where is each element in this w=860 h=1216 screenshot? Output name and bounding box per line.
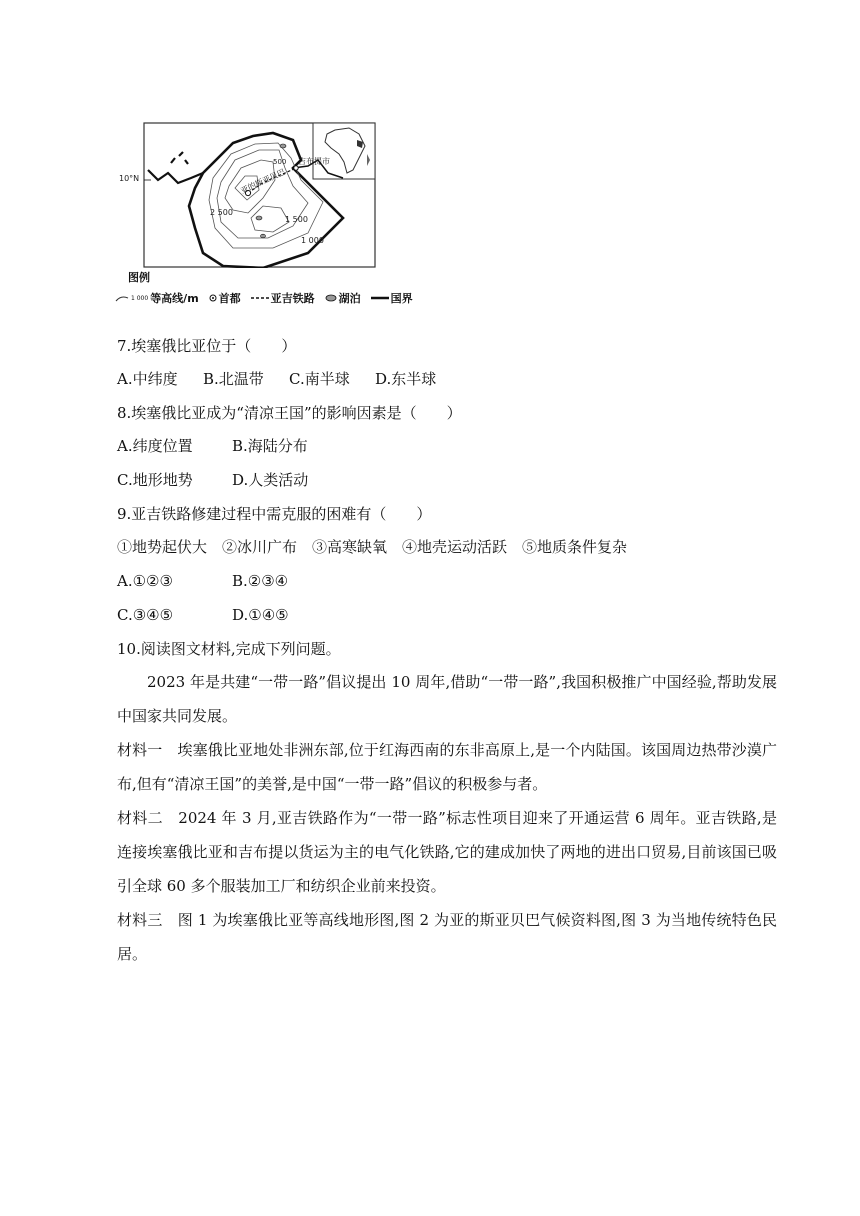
question-9-options-row1	[117, 571, 288, 591]
material-1: 材料一 埃塞俄比亚地处非洲东部,位于红海西南的东非高原上,是一个内陆国。该国周边热带沙漠广布,但有“清凉王国”的美誉,是中国“一带一路”倡议的积极参与者。	[117, 741, 777, 793]
legend-border	[371, 290, 413, 306]
contour-label: 2 500	[210, 208, 233, 217]
legend-lake	[325, 290, 361, 306]
legend-capital-label: 首都	[218, 292, 241, 305]
option-d: D.人类活动	[232, 471, 309, 489]
option-a: A.纬度位置	[117, 437, 193, 455]
contour-label: 1 500	[285, 215, 308, 224]
legend-contour-label: 等高线/m	[150, 292, 199, 305]
contour-symbol-icon	[115, 294, 129, 302]
capital-symbol-icon	[209, 294, 217, 302]
legend-capital	[209, 290, 241, 306]
option-b: B.北温带	[203, 370, 264, 388]
lake-symbol-icon	[325, 294, 337, 302]
question-10-intro: 2023 年是共建“一带一路”倡议提出 10 周年,借助“一带一路”,我国积极推广中国经验,帮助发展中国家共同发展。	[117, 673, 777, 725]
legend-lake-label: 湖泊	[338, 292, 361, 305]
legend-railway	[251, 290, 315, 306]
djibouti-label: 吉布提市	[298, 157, 330, 166]
option-d: D.东半球	[375, 370, 437, 388]
capital-label: 亚的斯亚贝巴	[239, 167, 287, 196]
option-a: A.中纬度	[117, 370, 178, 388]
question-9-options-row2	[117, 605, 289, 625]
legend-contour	[115, 290, 199, 306]
question-9-stem: 9.亚吉铁路修建过程中需克服的困难有（ ）	[117, 505, 432, 523]
railway-symbol-icon	[251, 294, 269, 302]
question-8-options-row1	[117, 436, 308, 456]
option-b: B.海陆分布	[232, 437, 308, 455]
question-7-stem: 7.埃塞俄比亚位于（ ）	[117, 337, 297, 355]
option-b: B.②③④	[232, 572, 289, 590]
question-9-choices: ①地势起伏大 ②冰川广布 ③高寒缺氧 ④地壳运动活跃 ⑤地质条件复杂	[117, 538, 628, 556]
map-graphic	[113, 118, 443, 268]
question-8-stem: 8.埃塞俄比亚成为“清凉王国”的影响因素是（ ）	[117, 404, 462, 422]
option-d: D.①④⑤	[232, 606, 289, 624]
border-symbol-icon	[371, 294, 389, 302]
question-8-options-row2	[117, 470, 308, 490]
material-2: 材料二 2024 年 3 月,亚吉铁路作为“一带一路”标志性项目迎来了开通运营 6 周年。亚吉铁路,是连接埃塞俄比亚和吉布提以货运为主的电气化铁路,它的建成加快了两地的进出口贸易,目前该国已吸引全球 60 多个服装加工厂和纺织企业前来投资。	[117, 809, 777, 895]
map-legend	[115, 290, 413, 306]
legend-railway-label: 亚吉铁路	[270, 292, 315, 305]
option-a: A.①②③	[117, 572, 173, 590]
option-c: C.南半球	[289, 370, 350, 388]
legend-border-label: 国界	[390, 292, 413, 305]
latitude-label: 10°N	[119, 174, 140, 183]
option-c: C.地形地势	[117, 471, 193, 489]
question-7-options	[117, 369, 436, 389]
ethiopia-contour-map	[113, 118, 443, 313]
contour-label: 1 000	[301, 236, 324, 245]
legend-title: 图例	[128, 271, 150, 284]
question-10-stem: 10.阅读图文材料,完成下列问题。	[117, 640, 341, 658]
option-c: C.③④⑤	[117, 606, 174, 624]
material-3: 材料三 图 1 为埃塞俄比亚等高线地形图,图 2 为亚的斯亚贝巴气候资料图,图 3 为当地传统特色民居。	[117, 911, 777, 963]
contour-label: 500	[273, 158, 287, 166]
legend-contour-sample: 1 000	[131, 294, 149, 302]
